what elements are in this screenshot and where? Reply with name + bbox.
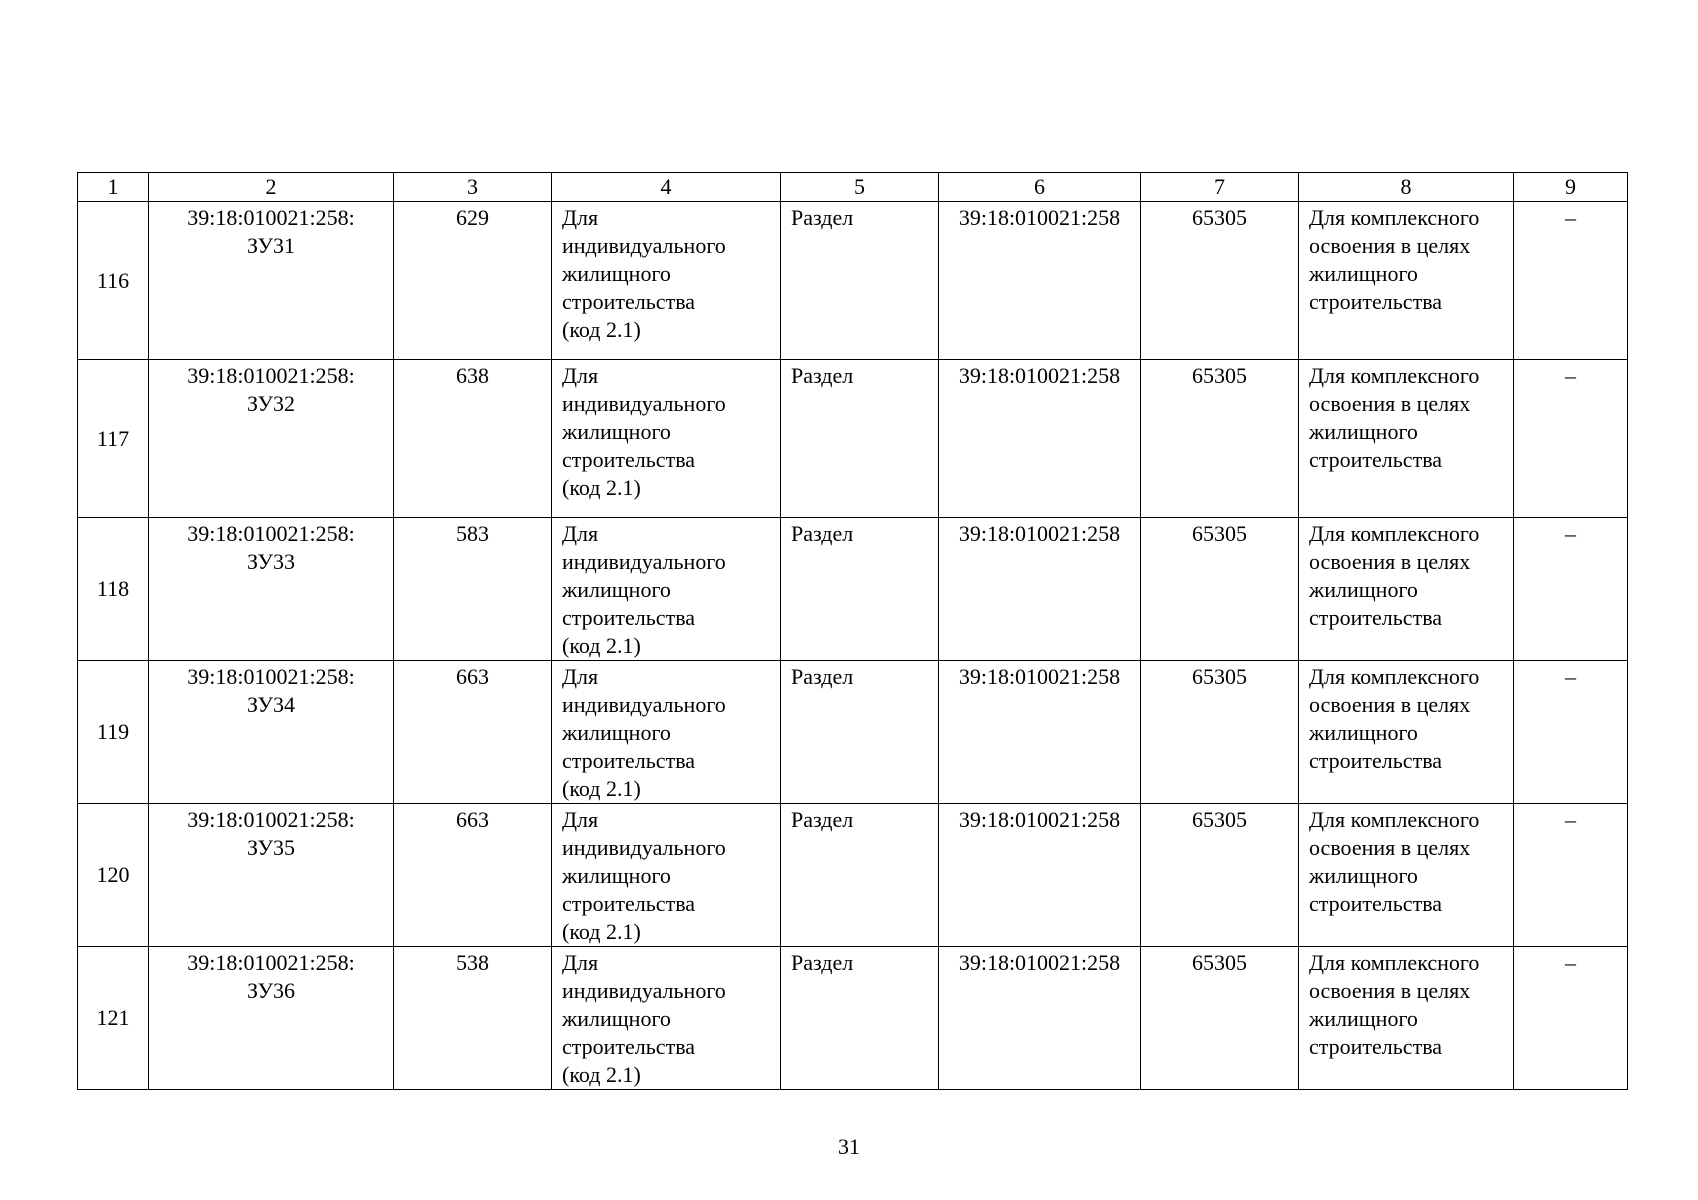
parent-use-line: освоения в целях [1309, 692, 1471, 717]
parent-use-line: освоения в целях [1309, 978, 1471, 1003]
table-row [78, 947, 1628, 1090]
plot-id-line: ЗУ35 [246, 835, 296, 860]
parent-use-line: жилищного [1309, 261, 1418, 286]
parent-use-cell [1299, 360, 1514, 518]
plot-id-line: ЗУ33 [246, 549, 296, 574]
permitted-use-line: Для [562, 205, 599, 230]
note-dash: – [1565, 807, 1576, 832]
permitted-use-line: жилищного [562, 863, 671, 888]
plot-id-line: 39:18:010021:258: [187, 205, 355, 230]
plot-id-cell [149, 661, 394, 804]
parent-use-cell [1299, 947, 1514, 1090]
permitted-use-line: Для [562, 950, 599, 975]
parent-area-value: 65305 [1192, 521, 1247, 546]
row-number-cell [78, 661, 149, 804]
permitted-use-line: Для [562, 363, 599, 388]
parent-use-line: строительства [1309, 447, 1443, 472]
plot-id-line: 39:18:010021:258: [187, 521, 355, 546]
area-value: 638 [456, 363, 489, 388]
permitted-use-line: строительства [562, 748, 696, 773]
permitted-use-line: индивидуального [562, 692, 726, 717]
row-number: 119 [96, 719, 130, 744]
permitted-use-line: (код 2.1) [562, 475, 641, 500]
note-cell [1514, 518, 1628, 661]
permitted-use-line: жилищного [562, 720, 671, 745]
area-value: 663 [456, 807, 489, 832]
parent-use-line: освоения в целях [1309, 835, 1471, 860]
col-header-6: 6 [939, 173, 1141, 202]
parent-use-line: Для комплексного [1309, 205, 1480, 230]
parent-use-line: строительства [1309, 1034, 1443, 1059]
formation-method: Раздел [791, 521, 854, 546]
plot-id-line: 39:18:010021:258: [187, 664, 355, 689]
parent-use-line: Для комплексного [1309, 807, 1480, 832]
parent-use-cell [1299, 804, 1514, 947]
parent-plot-id: 39:18:010021:258 [958, 807, 1121, 832]
parent-plot-id: 39:18:010021:258 [958, 363, 1121, 388]
parent-plot-cell [939, 661, 1141, 804]
permitted-use-line: Для [562, 521, 599, 546]
parent-use-line: жилищного [1309, 419, 1418, 444]
permitted-use-line: жилищного [562, 261, 671, 286]
row-number-cell [78, 947, 149, 1090]
permitted-use-line: (код 2.1) [562, 919, 641, 944]
permitted-use-line: индивидуального [562, 233, 726, 258]
permitted-use-line: (код 2.1) [562, 1062, 641, 1087]
parent-plot-id: 39:18:010021:258 [958, 664, 1121, 689]
plot-id-cell [149, 360, 394, 518]
plot-id-line: 39:18:010021:258: [187, 807, 355, 832]
row-number: 116 [96, 267, 130, 293]
parent-area-cell [1141, 804, 1299, 947]
parent-area-cell [1141, 518, 1299, 661]
area-value: 663 [456, 664, 489, 689]
parent-use-cell [1299, 202, 1514, 360]
formation-method: Раздел [791, 205, 854, 230]
parent-use-line: жилищного [1309, 577, 1418, 602]
parent-plot-cell [939, 947, 1141, 1090]
plot-id-line: ЗУ34 [246, 692, 296, 717]
parent-use-line: строительства [1309, 891, 1443, 916]
row-number-cell [78, 804, 149, 947]
table-header [78, 173, 1628, 202]
permitted-use-line: жилищного [562, 419, 671, 444]
col-header-8: 8 [1299, 173, 1514, 202]
permitted-use-line: строительства [562, 289, 696, 314]
parent-use-line: Для комплексного [1309, 664, 1480, 689]
plot-id-line: ЗУ32 [246, 391, 296, 416]
table-body [78, 202, 1628, 1090]
formation-method-cell [781, 661, 939, 804]
col-header-2: 2 [149, 173, 394, 202]
plot-id-line: ЗУ31 [246, 233, 296, 258]
area-value: 538 [456, 950, 489, 975]
parent-use-line: строительства [1309, 605, 1443, 630]
permitted-use-line: индивидуального [562, 549, 726, 574]
col-header-9: 9 [1514, 173, 1628, 202]
note-dash: – [1565, 363, 1576, 388]
parent-plot-cell [939, 518, 1141, 661]
permitted-use-line: Для [562, 664, 599, 689]
parent-plot-id: 39:18:010021:258 [958, 950, 1121, 975]
area-cell [394, 202, 552, 360]
plot-id-line: 39:18:010021:258: [187, 950, 355, 975]
parent-use-cell [1299, 518, 1514, 661]
col-header-7: 7 [1141, 173, 1299, 202]
parent-use-line: жилищного [1309, 863, 1418, 888]
parent-use-line: освоения в целях [1309, 549, 1471, 574]
parent-use-line: строительства [1309, 748, 1443, 773]
note-dash: – [1565, 521, 1576, 546]
formation-method-cell [781, 360, 939, 518]
permitted-use-line: индивидуального [562, 391, 726, 416]
permitted-use-line: жилищного [562, 577, 671, 602]
table-row [78, 518, 1628, 661]
permitted-use-line: индивидуального [562, 835, 726, 860]
table-row [78, 661, 1628, 804]
parent-area-value: 65305 [1192, 363, 1247, 388]
row-number: 120 [96, 862, 130, 887]
parent-plot-cell [939, 202, 1141, 360]
parent-area-value: 65305 [1192, 807, 1247, 832]
permitted-use-line: строительства [562, 605, 696, 630]
plot-id-line: ЗУ36 [246, 978, 296, 1003]
area-cell [394, 360, 552, 518]
permitted-use-line: Для [562, 807, 599, 832]
area-cell [394, 804, 552, 947]
table-row [78, 202, 1628, 360]
formation-method: Раздел [791, 950, 854, 975]
parent-use-line: жилищного [1309, 1006, 1418, 1031]
parent-use-line: жилищного [1309, 720, 1418, 745]
plot-id-cell [149, 518, 394, 661]
note-cell [1514, 360, 1628, 518]
area-cell [394, 518, 552, 661]
permitted-use-cell [552, 661, 781, 804]
note-dash: – [1565, 205, 1576, 230]
formation-method: Раздел [791, 807, 854, 832]
row-number: 118 [96, 576, 130, 601]
note-cell [1514, 947, 1628, 1090]
parent-use-line: освоения в целях [1309, 391, 1471, 416]
note-cell [1514, 661, 1628, 804]
formation-method-cell [781, 804, 939, 947]
parent-use-line: строительства [1309, 289, 1443, 314]
permitted-use-line: строительства [562, 891, 696, 916]
permitted-use-cell [552, 947, 781, 1090]
plot-id-line: 39:18:010021:258: [187, 363, 355, 388]
row-number: 117 [96, 425, 130, 451]
parent-use-line: освоения в целях [1309, 233, 1471, 258]
permitted-use-line: (код 2.1) [562, 317, 641, 342]
parent-plot-id: 39:18:010021:258 [958, 205, 1121, 230]
parent-area-cell [1141, 360, 1299, 518]
row-number-cell [78, 360, 149, 518]
land-plots-table [77, 172, 1628, 1090]
formation-method-cell [781, 202, 939, 360]
parent-area-value: 65305 [1192, 950, 1247, 975]
parent-area-cell [1141, 661, 1299, 804]
note-dash: – [1565, 950, 1576, 975]
area-cell [394, 947, 552, 1090]
parent-use-line: Для комплексного [1309, 950, 1480, 975]
permitted-use-line: строительства [562, 1034, 696, 1059]
formation-method-cell [781, 947, 939, 1090]
page-number: 31 [838, 1134, 860, 1159]
row-number: 121 [96, 1005, 130, 1030]
parent-use-line: Для комплексного [1309, 521, 1480, 546]
area-value: 583 [456, 521, 489, 546]
permitted-use-line: жилищного [562, 1006, 671, 1031]
permitted-use-line: (код 2.1) [562, 633, 641, 658]
col-header-1: 1 [78, 173, 149, 202]
col-header-3: 3 [394, 173, 552, 202]
note-cell [1514, 804, 1628, 947]
parent-plot-id: 39:18:010021:258 [958, 521, 1121, 546]
parent-use-line: Для комплексного [1309, 363, 1480, 388]
parent-area-value: 65305 [1192, 664, 1247, 689]
plot-id-cell [149, 804, 394, 947]
col-header-4: 4 [552, 173, 781, 202]
row-number-cell [78, 518, 149, 661]
plot-id-cell [149, 202, 394, 360]
permitted-use-cell [552, 360, 781, 518]
formation-method: Раздел [791, 363, 854, 388]
note-dash: – [1565, 664, 1576, 689]
note-cell [1514, 202, 1628, 360]
permitted-use-cell [552, 518, 781, 661]
parent-area-cell [1141, 947, 1299, 1090]
header-row [78, 173, 1628, 202]
permitted-use-line: индивидуального [562, 978, 726, 1003]
formation-method-cell [781, 518, 939, 661]
permitted-use-line: строительства [562, 447, 696, 472]
formation-method: Раздел [791, 664, 854, 689]
table-row [78, 360, 1628, 518]
area-cell [394, 661, 552, 804]
parent-area-value: 65305 [1192, 205, 1247, 230]
area-value: 629 [456, 205, 489, 230]
permitted-use-cell [552, 804, 781, 947]
permitted-use-line: (код 2.1) [562, 776, 641, 801]
col-header-5: 5 [781, 173, 939, 202]
parent-use-cell [1299, 661, 1514, 804]
plot-id-cell [149, 947, 394, 1090]
table-row [78, 804, 1628, 947]
permitted-use-cell [552, 202, 781, 360]
parent-plot-cell [939, 360, 1141, 518]
parent-area-cell [1141, 202, 1299, 360]
row-number-cell [78, 202, 149, 360]
parent-plot-cell [939, 804, 1141, 947]
